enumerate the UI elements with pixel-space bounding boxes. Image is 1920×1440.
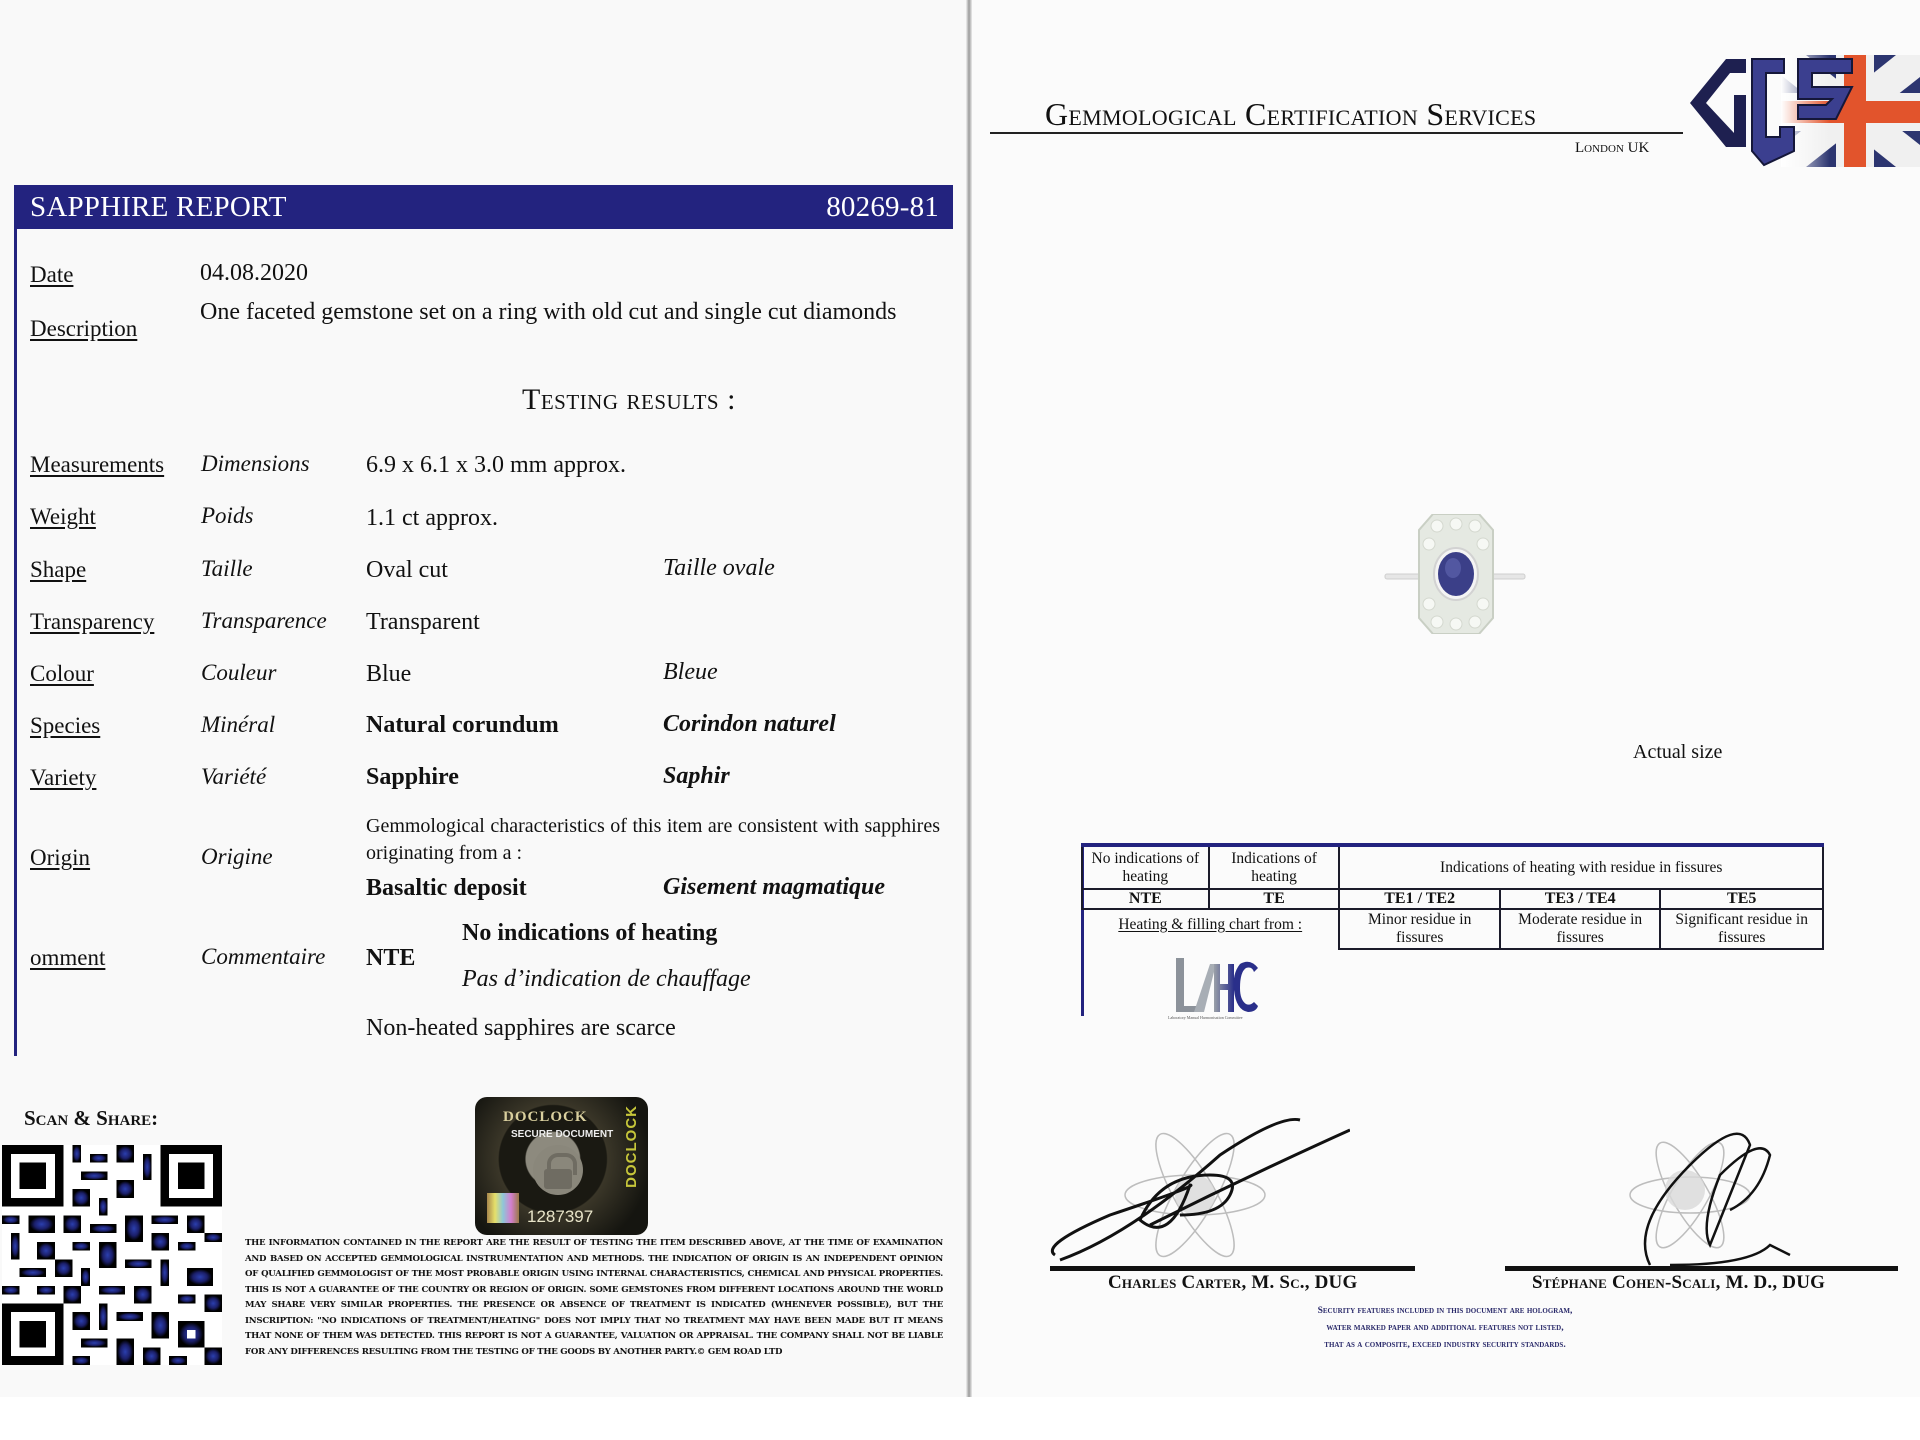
date-label: Date [30, 262, 74, 287]
heating-chart-header-row [1082, 845, 1823, 889]
comment-fr-value: Pas d’indication de chauffage [462, 966, 751, 992]
colour-value: Blue [366, 661, 412, 687]
report-page-left [0, 0, 968, 1397]
description-value: One faceted gemstone set on a ring with old cut and single cut diamonds [200, 299, 897, 325]
actual-size-caption: Actual size [1633, 741, 1723, 763]
origin-statement: Gemmological characteristics of this item are consistent with sapphires originating from a : [366, 815, 940, 864]
report-header-bar [14, 185, 953, 229]
company-location: London UK [1575, 140, 1650, 156]
header-no-indications: No indications of heating [1082, 845, 1209, 889]
variety-value: Sapphire [366, 764, 459, 790]
dimensions-fr-label: Dimensions [201, 451, 310, 476]
code-nte: NTE [1082, 889, 1209, 909]
variety-fr-value: Saphir [663, 763, 730, 789]
disclaimer-text: THE INFORMATION CONTAINED IN THE REPORT ARE THE RESULT OF TESTING THE ITEM DESCRIBED ABOVE, AT THE TIME OF EXAMINATION AND BASED ON ACCEPTED GEMMOLOGICAL INSTRUMENTATION AND METHODS. THE INDICATION OF ORIGIN IS AN INDEPENDENT OPINION OF QUALIFIED GEMMOLOGIST OF THE MOST PROBABLE ORIGIN USING INTERNAL CHARACTERISTICS, CHEMICAL AND PHYSICAL PROPERTIES. THIS IS NOT A GUARANTEE OF THE COUNTRY OR REGION OF ORIGIN. SOME GEMSTONES FROM DIFFERENT LOCATIONS AROUND THE WORLD MAY SHARE VERY SIMILAR PROPERTIES. THE PRESENCE OR ABSENCE OF TREATMENT IS INDICATED (WHENEVER POSSIBLE), BUT THE INSCRIPTION: "NO INDICATIONS OF TREATMENT/HEATING" DOES NOT IMPLY THAT NO TREATMENT MAY HAVE BEEN MADE BUT IT MEANS THAT NONE OF THEM WAS DETECTED. THIS REPORT IS NOT A GUARANTEE, VALUATION OR APPRAISAL. THE COMPANY SHALL NOT BE LIABLE FOR ANY DIFFERENCES RESULTING FROM THE TESTING OF THE GOODS BY ANOTHER PARTY.© GEM ROAD LTD [245, 1238, 943, 1357]
origine-fr-label: Origine [201, 844, 273, 869]
shape-label: Shape [30, 557, 87, 582]
report-number: 80269-81 [826, 190, 939, 223]
weight-label: Weight [30, 504, 96, 529]
residue-significant: Significant residue in fissures [1660, 909, 1823, 949]
signature-line-carter [1050, 1266, 1415, 1271]
hologram-side-text: DOCLOCK [623, 1105, 640, 1188]
mineral-fr-label: Minéral [201, 712, 276, 737]
colour-label: Colour [30, 661, 94, 686]
report-title: SAPPHIRE REPORT [30, 190, 287, 223]
security-note-line: Security features included in this document are hologram, [1317, 1306, 1573, 1316]
lmhc-caption: Laboratory Manual Harmonisation Committee [1168, 1015, 1243, 1020]
code-te: TE [1209, 889, 1340, 909]
signatory-name-carter: Charles Carter, M. Sc., DUG [1108, 1272, 1358, 1293]
hologram-serial: 1287397 [527, 1207, 594, 1226]
measurements-label: Measurements [30, 452, 165, 477]
origin-value: Basaltic deposit [366, 875, 527, 901]
residue-moderate: Moderate residue in fissures [1500, 909, 1661, 949]
poids-fr-label: Poids [201, 503, 254, 528]
signature-line-cohen-scali [1505, 1266, 1898, 1271]
variete-fr-label: Variété [201, 764, 267, 789]
code-te5: TE5 [1660, 889, 1823, 909]
code-te1-te2: TE1 / TE2 [1339, 889, 1499, 909]
description-label: Description [30, 316, 138, 341]
comment-code: NTE [366, 945, 416, 971]
origin-fr-value: Gisement magmatique [663, 874, 885, 900]
variety-label: Variety [30, 765, 97, 790]
heating-chart-residue-row [1082, 909, 1823, 949]
hologram-chip [487, 1193, 519, 1223]
ring-photo [1381, 514, 1531, 634]
code-te3-te4: TE3 / TE4 [1500, 889, 1661, 909]
hologram-subtitle: SECURE DOCUMENT [511, 1129, 614, 1140]
heating-chart-table [1081, 843, 1824, 950]
doclock-hologram [475, 1097, 648, 1235]
comment-label: omment [30, 945, 106, 970]
signature-carter [1050, 1115, 1350, 1270]
couleur-fr-label: Couleur [201, 660, 277, 685]
colour-fr-value: Bleue [663, 659, 718, 685]
measurements-value: 6.9 x 6.1 x 3.0 mm approx. [366, 452, 626, 478]
comment-value: No indications of heating [462, 920, 718, 946]
comment-note: Non-heated sapphires are scarce [366, 1015, 676, 1041]
scan-share-title: Scan & Share: [24, 1106, 159, 1130]
gcs-logo-icon [1686, 55, 1920, 167]
qr-code[interactable] [2, 1145, 222, 1365]
heating-chart-codes-row [1082, 889, 1823, 909]
security-note [1190, 1303, 1700, 1354]
species-fr-value: Corindon naturel [663, 711, 836, 737]
company-name: Gemmological Certification Services [1045, 96, 1537, 132]
header-residue: Indications of heating with residue in fissures [1339, 845, 1823, 889]
testing-results-title: Testing results : [522, 383, 736, 416]
weight-value: 1.1 ct approx. [366, 505, 498, 531]
commentaire-fr-label: Commentaire [201, 944, 326, 969]
species-label: Species [30, 713, 101, 738]
transparency-label: Transparency [30, 609, 155, 634]
signature-cohen-scali [1610, 1115, 1810, 1270]
signatory-name-cohen-scali: Stéphane Cohen-Scali, M. D., DUG [1532, 1272, 1826, 1293]
shape-value: Oval cut [366, 557, 448, 583]
lmhc-logo-icon [1170, 954, 1260, 1018]
security-note-line: water marked paper and additional features not listed, [1326, 1323, 1564, 1333]
residue-minor: Minor residue in fissures [1339, 909, 1499, 949]
species-value: Natural corundum [366, 712, 559, 738]
transparency-value: Transparent [366, 609, 480, 635]
padlock-icon [533, 1145, 583, 1195]
left-border-rule [14, 228, 17, 1056]
origin-label: Origin [30, 845, 91, 870]
shape-fr-value: Taille ovale [663, 555, 775, 581]
security-note-line: that as a composite, exceed industry security standards. [1324, 1340, 1566, 1350]
hologram-brand: DOCLOCK [503, 1109, 588, 1125]
header-indications: Indications of heating [1209, 845, 1340, 889]
date-value: 04.08.2020 [200, 260, 308, 286]
chart-from-label: Heating & filling chart from : [1118, 916, 1303, 933]
taille-fr-label: Taille [201, 556, 253, 581]
company-rule [990, 132, 1683, 134]
transparence-fr-label: Transparence [201, 608, 327, 633]
